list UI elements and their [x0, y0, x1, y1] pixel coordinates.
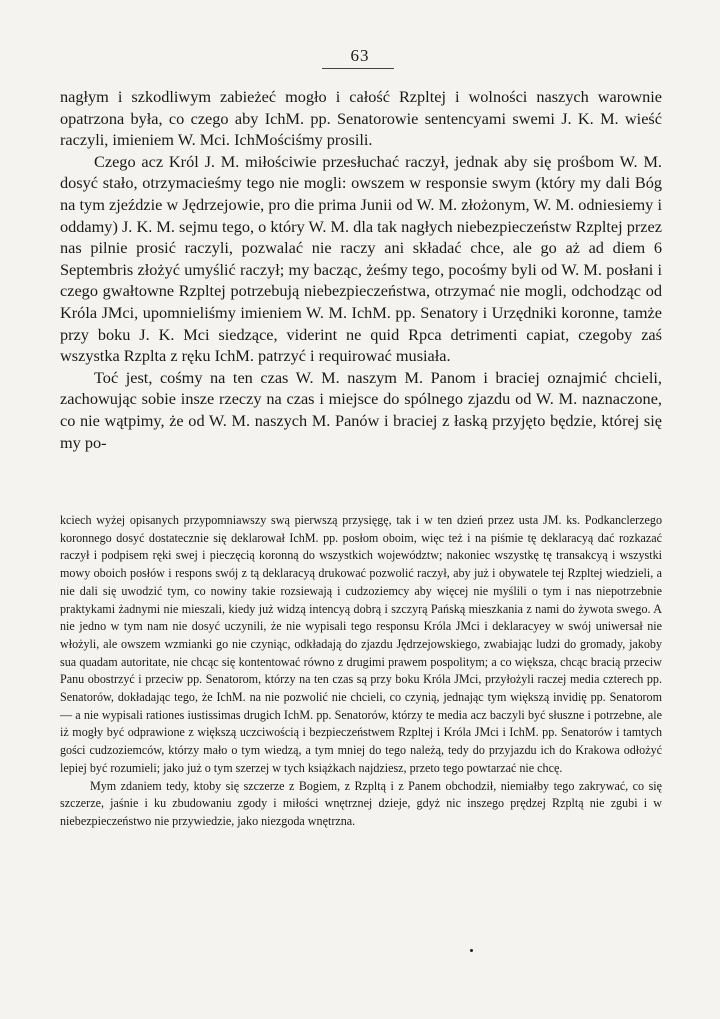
ink-speck: [470, 949, 473, 952]
main-paragraph: nagłym i szkodliwym zabieżeć mogło i całość Rzpltej i wolności naszych warownie opatrzona była, co czego aby IchM. pp. Senatorowie sentencyami swemi J. K. M. wieść raczyli, imieniem W. Mci. IchMościśmy prosili.: [60, 87, 662, 150]
page-number-rule: [322, 68, 394, 69]
footnote-paragraph: Mym zdaniem tedy, ktoby się szczerze z Bogiem, z Rzpltą i z Panem obchodził, niemiałby tego zakrywać, co się szczerze, jaśnie i ku zbudowaniu zgody i miłości wnętrznej dzieje, gdyż nic inszego prędzej Rzpltą nie zgubi i w niebezpieczeństwo nie przywiedzie, jako niezgoda wnętrzna.: [60, 778, 662, 828]
footnote-text: [60, 512, 662, 831]
main-text: [60, 86, 662, 453]
main-paragraph: Toć jest, cośmy na ten czas W. M. naszym M. Panom i braciej oznajmić chcieli, zachowując sobie insze rzeczy na czas i miejsce do spólnego zjazdu od W. M. naznaczone, co nie wątpimy, że od W. M. naszych M. Panów i braciej z łaską przyjęto będzie, której się my po-: [60, 367, 662, 452]
main-paragraph: Czego acz Król J. M. miłościwie przesłuchać raczył, jednak aby się prośbom W. M. dosyć stało, otrzymacieśmy tego nie mogli: owszem w responsie swym (który my dali Bóg na tym zjeździe w Jędrzejowie, pro die prima Junii od W. M. złożonym, W. M. odniesiemy i oddamy) J. K. M. sejmu tego, o który W. M. dla tak nagłych niebezpieczeństw Rzpltej przez nas pilnie prosić raczyli, pozwalać nie raczy ani składać chce, ale go aż ad diem 6 Septembris złożyć umyślić raczył; my bacząc, żeśmy tego, pocośmy byli od W. M. posłani i czego gwałtowne Rzpltej potrzebują niebezpieczeństwa, otrzymać nie mogli, odchodząc od Króla JMci, upomnieliśmy imieniem W. M. IchM. pp. Senatory i Urzędniki koronne, tamże przy boku J. K. Mci siedzące, viderint ne quid Rpca detrimenti capiat, czegoby zaś wszystka Rzplta z ręku IchM. patrzyć i requirować musiała.: [60, 151, 662, 366]
footnote-paragraph: kciech wyżej opisanych przypomniawszy swą pierwszą przysięgę, tak i w ten dzień przez usta JM. ks. Podkanclerzego koronnego dosyć dostatecznie się deklarował IchM. pp. posłom oboim, więc też i na piśmie tę deklaracyą dać rozkazać raczył i podpisem ręki swej i pieczęcią koronną do wszystkich województw; nakoniec wszystkę tę transakcyą i wszystki mowy oboich posłów i respons swój z tą deklaracyą drukować pozwolić raczył, aby już i obywatele tej Rzpltej wiedzieli, a nie dali się uwodzić tym, co nowiny takie rozsiewają i cudzoziemcy aby więcej nie myślili o tym i nas niepotrzebnie praktykami żadnymi nie mieszali, kiedy już widzą intencyą dobrą i szczyrą Pańską mieszkania z nami do żywota swego. A nie jedno w tym nam nie dosyć uczynili, że nie wypisali tego responsu Króla JMci i deklaracyey w swój uniwersał nie włożyli, ale owszem wzmianki go nie czyniąc, odkładają do zjazdu Jędrzejowskiego, zwabiając ludzi do gromady, jakoby sua quadam autoritate, nie chcąc się kontentować równo z drugimi prawem pospolitym; a co większa, chcąc bracią przeciw Panu obostrzyć i przeciw pp. Senatorom, którzy na ten czas są przy boku Króla JMci, przyłożyli raczej media czterech pp. Senatorów, dokładając tego, że IchM. na nie pozwolić nie chcieli, co czynią, jednając tym większą invidię pp. Senatorom — a nie wypisali rationes iustissimas drugich IchM. pp. Senatorów, którzy te media acz baczyli być słuszne i potrzebne, ale iż mogły być odprawione z większą uczciwością i bezpieczeństwem Rzpltej i Króla JMci i IchM. pp. Senatorów i tamtych gości cudzoziemców, którzy mało o tym wiedzą, a tym mniej do tego należą, tedy do przyjazdu ich do Krakowa odłożyć lepiej być rozumieli; jako już o tym szerzej w tych książkach najdziesz, przeto tego powtarzać nie chcę.: [60, 513, 662, 775]
page-number: 63: [350, 46, 370, 65]
